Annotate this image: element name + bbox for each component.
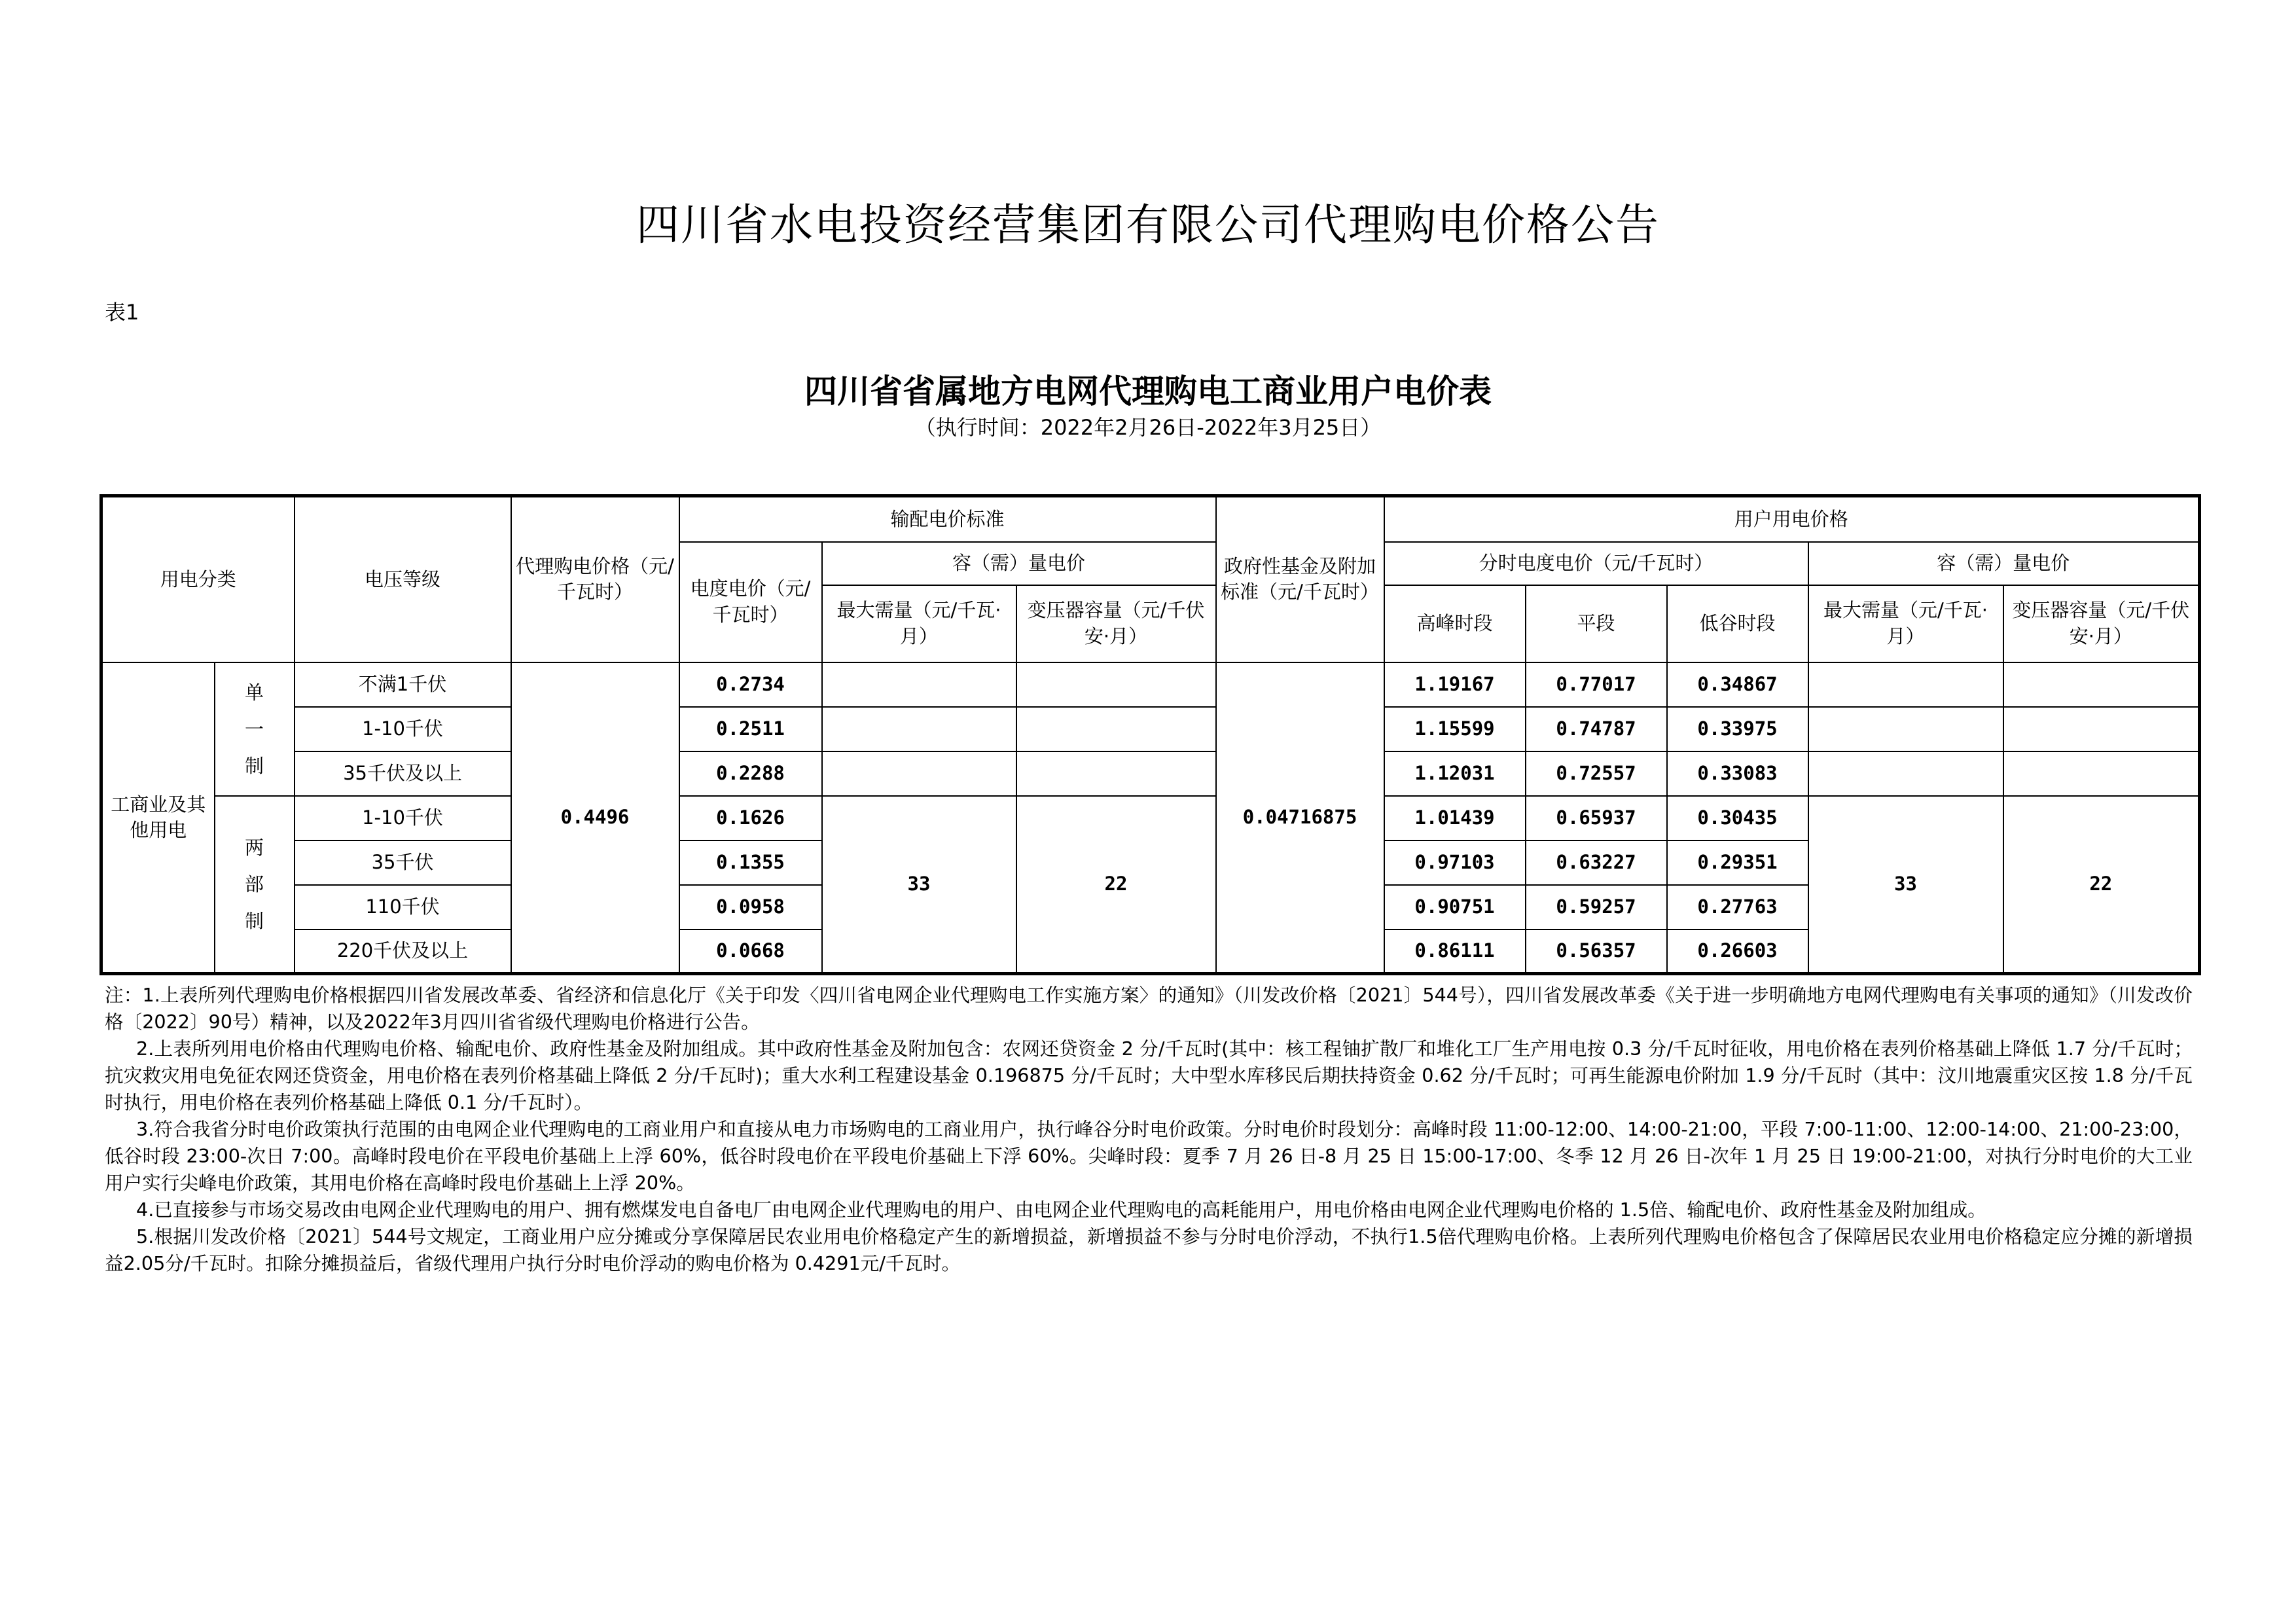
valley-cell: 0.30435: [1667, 796, 1808, 840]
voltage-cell: 不满1千伏: [295, 662, 511, 707]
voltage-cell: 110千伏: [295, 885, 511, 929]
flat-cell: 0.72557: [1526, 751, 1667, 796]
peak-cell: 1.01439: [1384, 796, 1526, 840]
header-energy-price: 电度电价（元/千瓦时）: [679, 542, 822, 662]
valley-cell: 0.27763: [1667, 885, 1808, 929]
header-voltage: 电压等级: [295, 496, 511, 662]
table-row: [101, 796, 2200, 840]
header-capacity-price: 容（需）量电价: [822, 542, 1216, 585]
header-max-demand: 最大需量（元/千瓦·月）: [822, 585, 1016, 662]
header-flat: 平段: [1526, 585, 1667, 662]
table-row: [101, 707, 2200, 751]
flat-cell: 0.65937: [1526, 796, 1667, 840]
user-two-part-max-demand-cell: 33: [1808, 796, 2003, 974]
header-agent-price: 代理购电价格（元/千瓦时）: [511, 496, 679, 662]
max-demand-cell: [822, 751, 1016, 796]
transformer-cell: [1016, 707, 1216, 751]
single-system-label: 单一制: [244, 681, 264, 777]
voltage-cell: 35千伏: [295, 840, 511, 885]
table-label: 表1: [105, 300, 139, 325]
valley-cell: 0.33975: [1667, 707, 1808, 751]
table-row: [101, 751, 2200, 796]
energy-price-cell: 0.0958: [679, 885, 822, 929]
peak-cell: 0.86111: [1384, 929, 1526, 974]
valley-cell: 0.26603: [1667, 929, 1808, 974]
voltage-cell: 1-10千伏: [295, 796, 511, 840]
two-part-cell: [215, 796, 295, 974]
flat-cell: 0.74787: [1526, 707, 1667, 751]
valley-cell: 0.33083: [1667, 751, 1808, 796]
energy-price-cell: 0.1626: [679, 796, 822, 840]
voltage-cell: 35千伏及以上: [295, 751, 511, 796]
max-demand-cell: [822, 707, 1016, 751]
notes-section: [105, 982, 2193, 1277]
user-transformer-cell: [2003, 751, 2200, 796]
max-demand-cell: [822, 662, 1016, 707]
flat-cell: 0.59257: [1526, 885, 1667, 929]
flat-cell: 0.77017: [1526, 662, 1667, 707]
note-paragraph: 4.已直接参与市场交易改由电网企业代理购电的用户、拥有燃煤发电自备电厂由电网企业代理购电的用户、由电网企业代理购电的高耗能用户，用电价格由电网企业代理购电价格的 1.5倍、输配电价、政府性基金及附加组成。: [136, 1199, 1986, 1221]
two-part-label: 两部制: [244, 836, 264, 932]
valley-cell: 0.34867: [1667, 662, 1808, 707]
header-user-transformer: 变压器容量（元/千伏安·月）: [2003, 585, 2200, 662]
header-peak: 高峰时段: [1384, 585, 1526, 662]
user-max-demand-cell: [1808, 662, 2003, 707]
flat-cell: 0.63227: [1526, 840, 1667, 885]
header-gov-fund: 政府性基金及附加标准（元/千瓦时）: [1216, 496, 1384, 662]
single-system-cell: [215, 662, 295, 796]
two-part-transformer-cell: 22: [1016, 796, 1216, 974]
header-transformer: 变压器容量（元/千伏安·月）: [1016, 585, 1216, 662]
note-paragraph: 5.根据川发改价格〔2021〕544号文规定，工商业用户应分摊或分享保障居民农业用电价格稳定产生的新增损益，新增损益不参与分时电价浮动，不执行1.5倍代理购电价格。上表所列代理购电价格包含了保障居民农业用电价格稳定应分摊的新增损益2.05分/千瓦时。扣除分摊损益后，省级代理用户执行分时电价浮动的购电价格为 0.4291元/千瓦时。: [105, 1225, 2193, 1274]
peak-cell: 0.97103: [1384, 840, 1526, 885]
header-transmission: 输配电价标准: [679, 496, 1216, 542]
user-transformer-cell: [2003, 662, 2200, 707]
user-max-demand-cell: [1808, 751, 2003, 796]
gov-fund-cell: 0.04716875: [1216, 662, 1384, 974]
peak-cell: 1.19167: [1384, 662, 1526, 707]
table-period: （执行时间：2022年2月26日-2022年3月25日）: [914, 415, 1382, 440]
peak-cell: 0.90751: [1384, 885, 1526, 929]
header-tou-price: 分时电度电价（元/千瓦时）: [1384, 542, 1808, 585]
note-paragraph: 3.符合我省分时电价政策执行范围的由电网企业代理购电的工商业用户和直接从电力市场购电的工商业用户，执行峰谷分时电价政策。分时电价时段划分：高峰时段 11:00-12:00、14:00-21:00，平段 7:00-11:00、12:00-14:00、21:00-23:00，低谷时段 23:00-次日 7:00。高峰时段电价在平段电价基础上上浮 60%，低谷时段电价在平段电价基础上下浮 60%。尖峰时段：夏季 7 月 26 日-8 月 25 日 15:00-17:00、冬季 12 月 26 日-次年 1 月 25 日 19:00-21:00，对执行分时电价的大工业用户实行尖峰电价政策，其用电价格在高峰时段电价基础上上浮 20%。: [105, 1118, 2193, 1194]
agent-price-cell: 0.4496: [511, 662, 679, 974]
user-max-demand-cell: [1808, 707, 2003, 751]
note-paragraph: 2.上表所列用电价格由代理购电价格、输配电价、政府性基金及附加组成。其中政府性基金及附加包含：农网还贷资金 2 分/千瓦时(其中：核工程铀扩散厂和堆化工厂生产用电按 0.3 分/千瓦时征收，用电价格在表列价格基础上降低 1.7 分/千瓦时；抗灾救灾用电免征农网还贷资金，用电价格在表列价格基础上降低 2 分/千瓦时)；重大水利工程建设基金 0.196875 分/千瓦时；大中型水库移民后期扶持资金 0.62 分/千瓦时；可再生能源电价附加 1.9 分/千瓦时（其中：汶川地震重灾区按 1.8 分/千瓦时执行，用电价格在表列价格基础上降低 0.1 分/千瓦时）。: [105, 1038, 2193, 1113]
flat-cell: 0.56357: [1526, 929, 1667, 974]
category-cell: 工商业及其他用电: [101, 662, 215, 974]
peak-cell: 1.15599: [1384, 707, 1526, 751]
energy-price-cell: 0.2734: [679, 662, 822, 707]
energy-price-cell: 0.2288: [679, 751, 822, 796]
peak-cell: 1.12031: [1384, 751, 1526, 796]
energy-price-cell: 0.0668: [679, 929, 822, 974]
voltage-cell: 220千伏及以上: [295, 929, 511, 974]
header-user-price: 用户用电价格: [1384, 496, 2200, 542]
two-part-max-demand-cell: 33: [822, 796, 1016, 974]
header-valley: 低谷时段: [1667, 585, 1808, 662]
user-two-part-transformer-cell: 22: [2003, 796, 2200, 974]
transformer-cell: [1016, 662, 1216, 707]
table-title: 四川省省属地方电网代理购电工商业用户电价表: [804, 372, 1492, 410]
energy-price-cell: 0.1355: [679, 840, 822, 885]
price-table: [99, 494, 2201, 975]
note-paragraph: 注：1.上表所列代理购电价格根据四川省发展改革委、省经济和信息化厅《关于印发〈四川省电网企业代理购电工作实施方案〉的通知》（川发改价格〔2021〕544号），四川省发展改革委《关于进一步明确地方电网代理购电有关事项的通知》（川发改价格〔2022〕90号）精神，以及2022年3月四川省省级代理购电价格进行公告。: [105, 984, 2193, 1033]
valley-cell: 0.29351: [1667, 840, 1808, 885]
voltage-cell: 1-10千伏: [295, 707, 511, 751]
header-category: 用电分类: [101, 496, 295, 662]
header-user-capacity-price: 容（需）量电价: [1808, 542, 2200, 585]
user-transformer-cell: [2003, 707, 2200, 751]
table-row: [101, 662, 2200, 707]
page-title: 四川省水电投资经营集团有限公司代理购电价格公告: [636, 200, 1660, 250]
transformer-cell: [1016, 751, 1216, 796]
energy-price-cell: 0.2511: [679, 707, 822, 751]
header-user-max-demand: 最大需量（元/千瓦·月）: [1808, 585, 2003, 662]
